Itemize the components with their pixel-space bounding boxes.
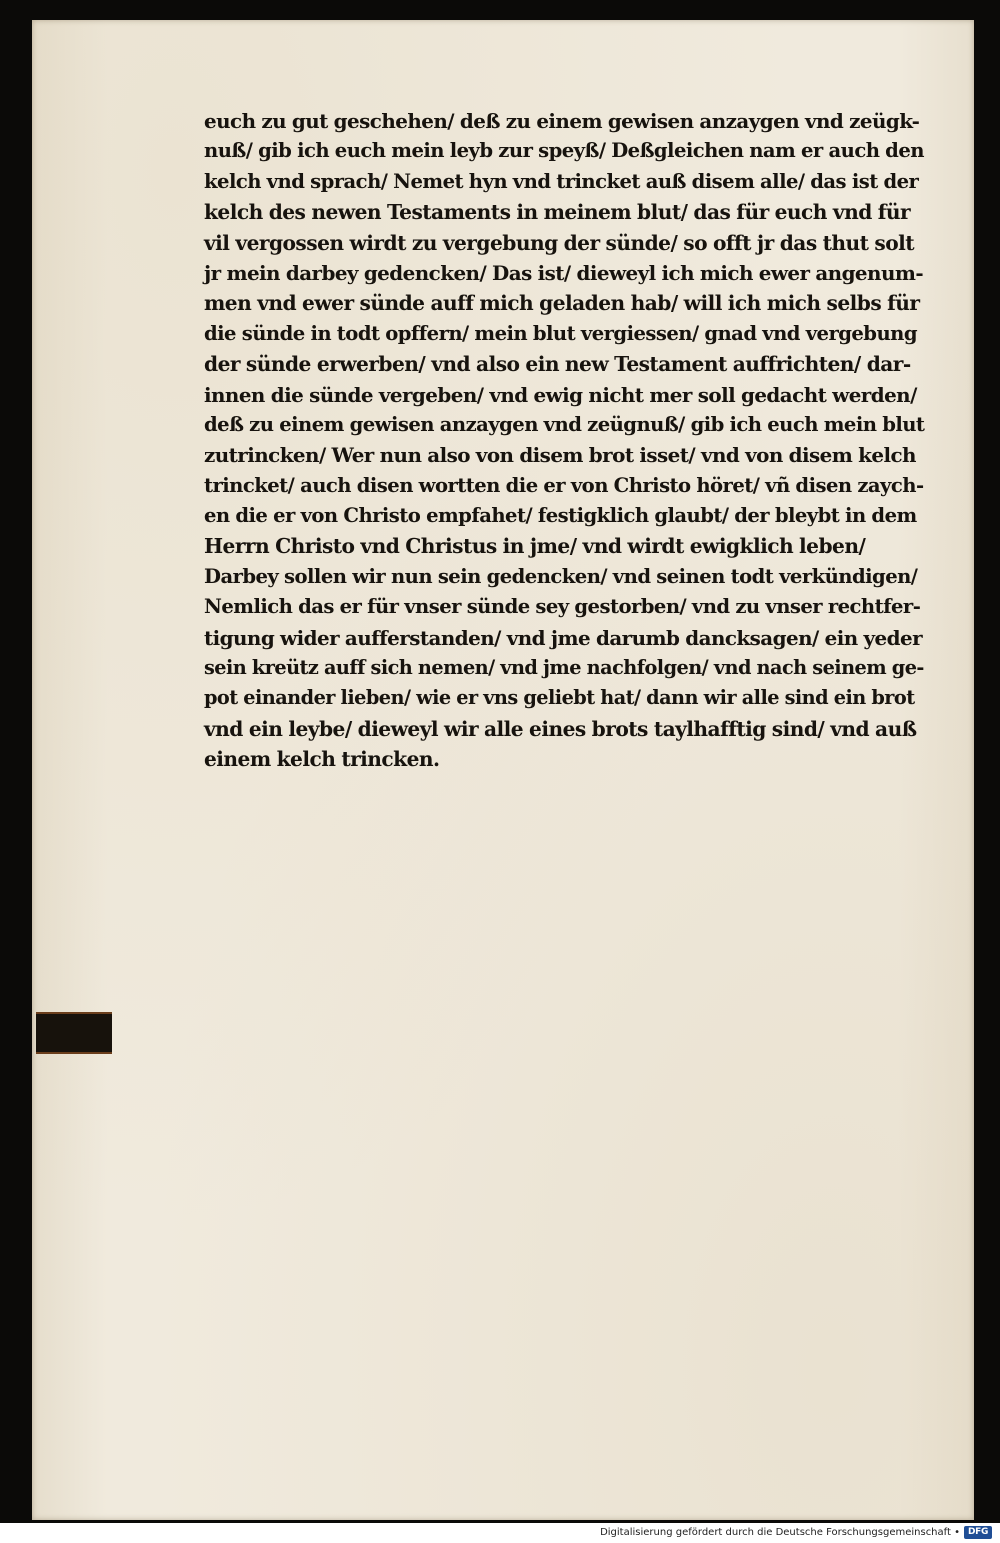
text-line: men vnd ewer sünde auff mich geladen hab/ will ich mich selbs für bbox=[204, 291, 920, 316]
text-line: nuß/ gib ich euch mein leyb zur speyß/ Deßgleichen nam er auch den bbox=[204, 139, 924, 163]
page-text-block bbox=[204, 106, 924, 775]
funding-credit: Digitalisierung gefördert durch die Deutsche Forschungsgemeinschaft • bbox=[600, 1527, 960, 1538]
text-line: sein kreütz auff sich nemen/ vnd jme nachfolgen/ vnd nach seinem ge- bbox=[204, 656, 924, 680]
footer-bar bbox=[0, 1523, 1000, 1543]
text-line: vil vergossen wirdt zu vergebung der sünde/ so offt jr das thut solt bbox=[204, 230, 915, 255]
page-tab-marker bbox=[36, 1012, 112, 1054]
text-line: kelch vnd sprach/ Nemet hyn vnd trincket auß disem alle/ das ist der bbox=[204, 169, 919, 193]
text-line: die sünde in todt opffern/ mein blut vergiessen/ gnad vnd vergebung bbox=[204, 321, 917, 345]
dfg-logo: DFG bbox=[964, 1526, 992, 1539]
text-line: jr mein darbey gedencken/ Das ist/ dieweyl ich mich ewer angenum- bbox=[204, 260, 924, 285]
text-line: innen die sünde vergeben/ vnd ewig nicht mer soll gedacht werden/ bbox=[204, 382, 917, 407]
text-line: tigung wider aufferstanden/ vnd jme darumb dancksagen/ ein yeder bbox=[204, 625, 922, 650]
text-line: zutrincken/ Wer nun also von disem brot isset/ vnd von disem kelch bbox=[204, 443, 916, 468]
text-line: kelch des newen Testaments in meinem blut/ das für euch vnd für bbox=[204, 200, 911, 225]
text-line: trincket/ auch disen wortten die er von Christo höret/ vñ disen zaych- bbox=[204, 473, 924, 497]
text-line: einem kelch trincken. bbox=[204, 747, 440, 772]
text-line: pot einander lieben/ wie er vns geliebt hat/ dann wir alle sind ein brot bbox=[204, 686, 915, 710]
text-line: Herrn Christo vnd Christus in jme/ vnd wirdt ewigklich leben/ bbox=[204, 534, 866, 559]
text-line: deß zu einem gewisen anzaygen vnd zeügnuß/ gib ich euch mein blut bbox=[204, 412, 925, 436]
text-line: vnd ein leybe/ dieweyl wir alle eines brots taylhafftig sind/ vnd auß bbox=[204, 716, 917, 741]
text-line: Darbey sollen wir nun sein gedencken/ vnd seinen todt verkündigen/ bbox=[204, 564, 918, 588]
text-line: en die er von Christo empfahet/ festigklich glaubt/ der bleybt in dem bbox=[204, 504, 917, 528]
text-line: euch zu gut geschehen/ deß zu einem gewisen anzaygen vnd zeügk- bbox=[204, 109, 920, 133]
text-line: Nemlich das er für vnser sünde sey gestorben/ vnd zu vnser rechtfer- bbox=[204, 595, 921, 619]
text-line: der sünde erwerben/ vnd also ein new Testament auffrichten/ dar- bbox=[204, 352, 911, 377]
